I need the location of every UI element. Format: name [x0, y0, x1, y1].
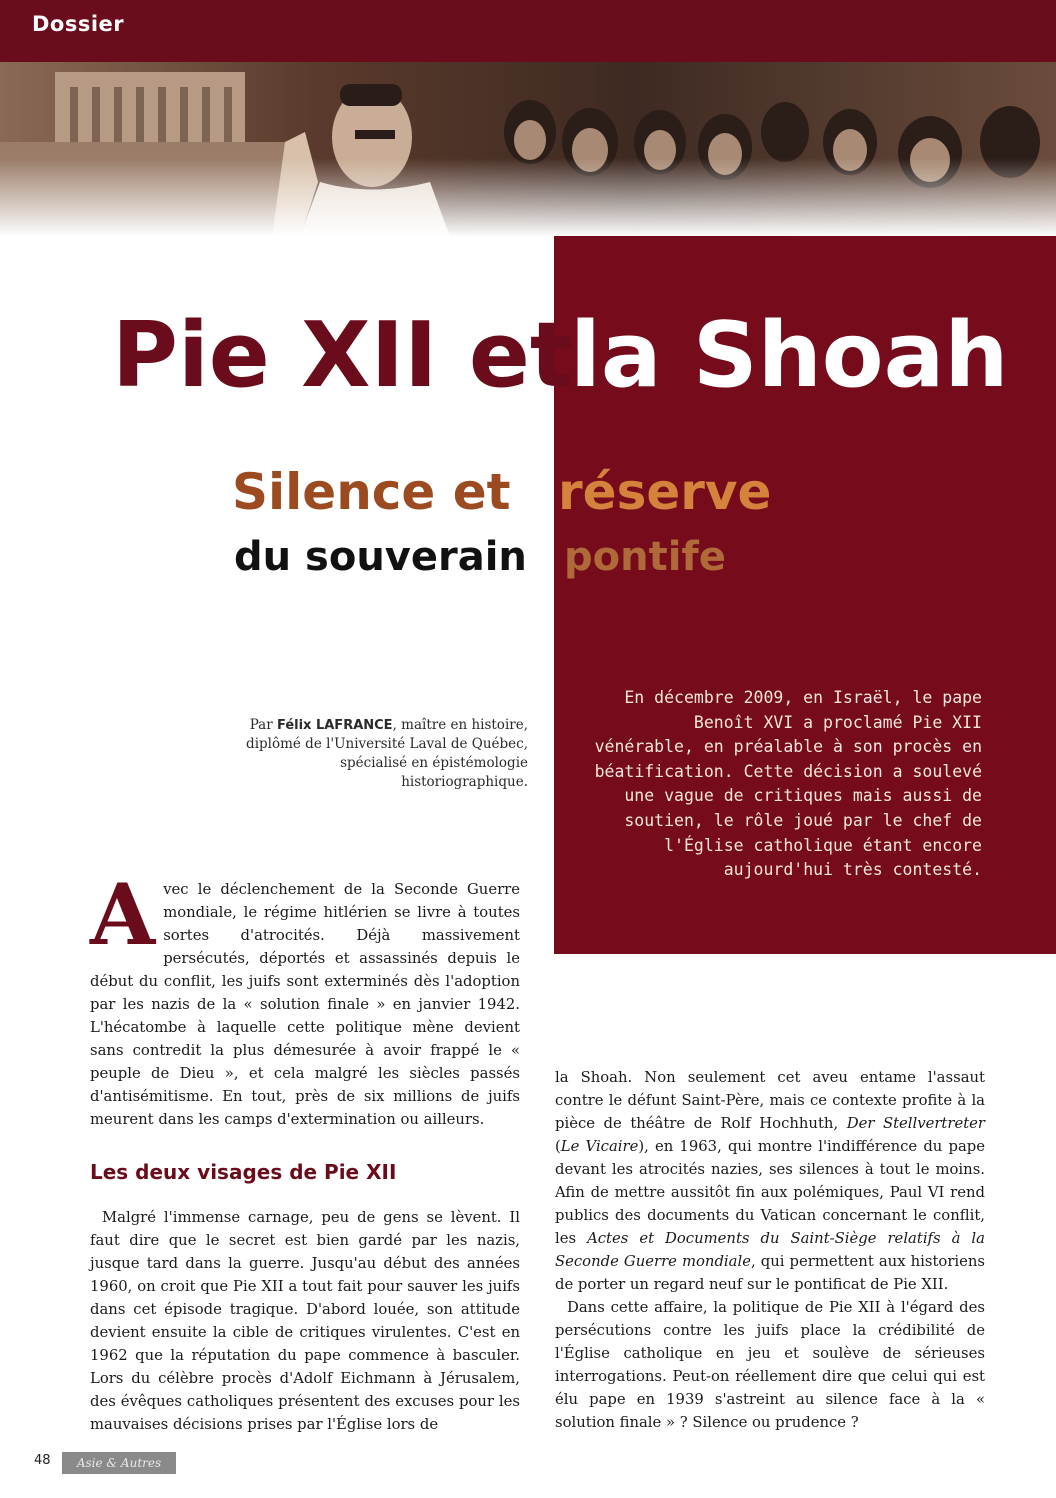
paragraph-4: Dans cette affaire, la politique de Pie XII à l'égard des persécutions contre les juifs place la crédibilité de l'Église catholique en jeu et soulève de sérieuses interrogations. Peut-on réellement dire que celui qui est élu pape en 1939 s'astreint au silence face à la « solution finale » ? Silence ou prudence ?	[555, 1299, 985, 1431]
play-title: Der Stellvertreter	[846, 1115, 985, 1132]
article-column-1	[90, 865, 520, 1131]
play-title-fr: Le Vicaire	[560, 1138, 639, 1155]
subtitle-line-1b: réserve	[558, 463, 772, 521]
author-name: Félix LAFRANCE	[276, 718, 393, 733]
author-description: , maître en histoire, diplômé de l'Université Laval de Québec, spécialisé en épistémologie historiographique.	[246, 717, 528, 790]
article-column-1-continued	[90, 1206, 520, 1436]
paragraph-3c: ), en 1963, qui montre l'indifférence du pape devant les atrocités nazies, ses silences à tout le moins. Afin de mettre aussitôt fin aux polémiques, Paul VI rend publics des documents du Vatican concernant le conflit, les	[555, 1138, 985, 1247]
documents-title: Actes et Documents du Saint-Siège relatifs à la Seconde Guerre mondiale	[555, 1230, 985, 1270]
top-bar	[0, 0, 1056, 62]
banner-photo-icon	[0, 62, 1056, 237]
subtitle-line-1a: Silence et	[232, 463, 511, 521]
page-number: 48	[34, 1453, 51, 1468]
intro-text: En décembre 2009, en Israël, le pape Benoît XVI a proclamé Pie XII vénérable, en préalable à son procès en béatification. Cette décision a soulevé une vague de critiques mais aussi de soutien, le rôle joué par le chef de l'Église catholique étant encore aujourd'hui très contesté.	[594, 688, 982, 880]
page-title	[0, 296, 1056, 416]
subtitle-line-2b: pontife	[564, 534, 726, 580]
paragraph-3d: , qui permettent aux historiens de porter un regard neuf sur le pontificat de Pie XII.	[555, 1253, 986, 1293]
title-part-2: la Shoah	[570, 303, 1009, 408]
rubric-label: Dossier	[32, 12, 125, 36]
paragraph-2: Malgré l'immense carnage, peu de gens se lèvent. Il faut dire que le secret est bien gardé par les nazis, jusque tard dans la guerre. Jusqu'au début des années 1960, on croit que Pie XII a tout fait pour sauver les juifs dans cet épisode tragique. D'abord louée, son attitude devient ensuite la cible de critiques virulentes. C'est en 1962 que la réputation du pape commence à basculer. Lors du célèbre procès d'Adolf Eichmann à Jérusalem, des évêques catholiques présentent des excuses pour les mauvaises décisions prises par l'Église lors de	[90, 1209, 520, 1433]
paragraph-1: vec le déclenchement de la Seconde Guerre mondiale, le régime hitlérien se livre à toutes sortes d'atrocités. Déjà massivement persécutés, déportés et assassinés depuis le début du conflit, les juifs sont exterminés dès l'adoption par les nazis de la « solution finale » en janvier 1942. L'hécatombe à laquelle cette politique mène devient sans contredit la plus démesurée à avoir frappé le « peuple de Dieu », et cela malgré les siècles passés d'antisémitisme. En tout, près de six millions de juifs meurent dans les camps d'extermination ou ailleurs.	[90, 881, 520, 1128]
drop-cap: A	[90, 865, 156, 964]
section-heading: Les deux visages de Pie XII	[90, 1160, 397, 1184]
paragraph-3b: (	[555, 1138, 561, 1155]
byline	[228, 716, 528, 792]
subtitle-line-2a: du souverain	[234, 534, 527, 580]
paragraph-3a: la Shoah. Non seulement cet aveu entame l'assaut contre le défunt Saint-Père, mais ce contexte profite à la pièce de théâtre de Rolf Hochhuth,	[555, 1069, 985, 1132]
publication-tag: Asie & Autres	[62, 1452, 176, 1474]
byline-prefix: Par	[249, 717, 273, 733]
article-column-2	[555, 1066, 985, 1434]
banner-photo	[0, 62, 1056, 237]
title-part-1: Pie XII et	[112, 303, 573, 408]
